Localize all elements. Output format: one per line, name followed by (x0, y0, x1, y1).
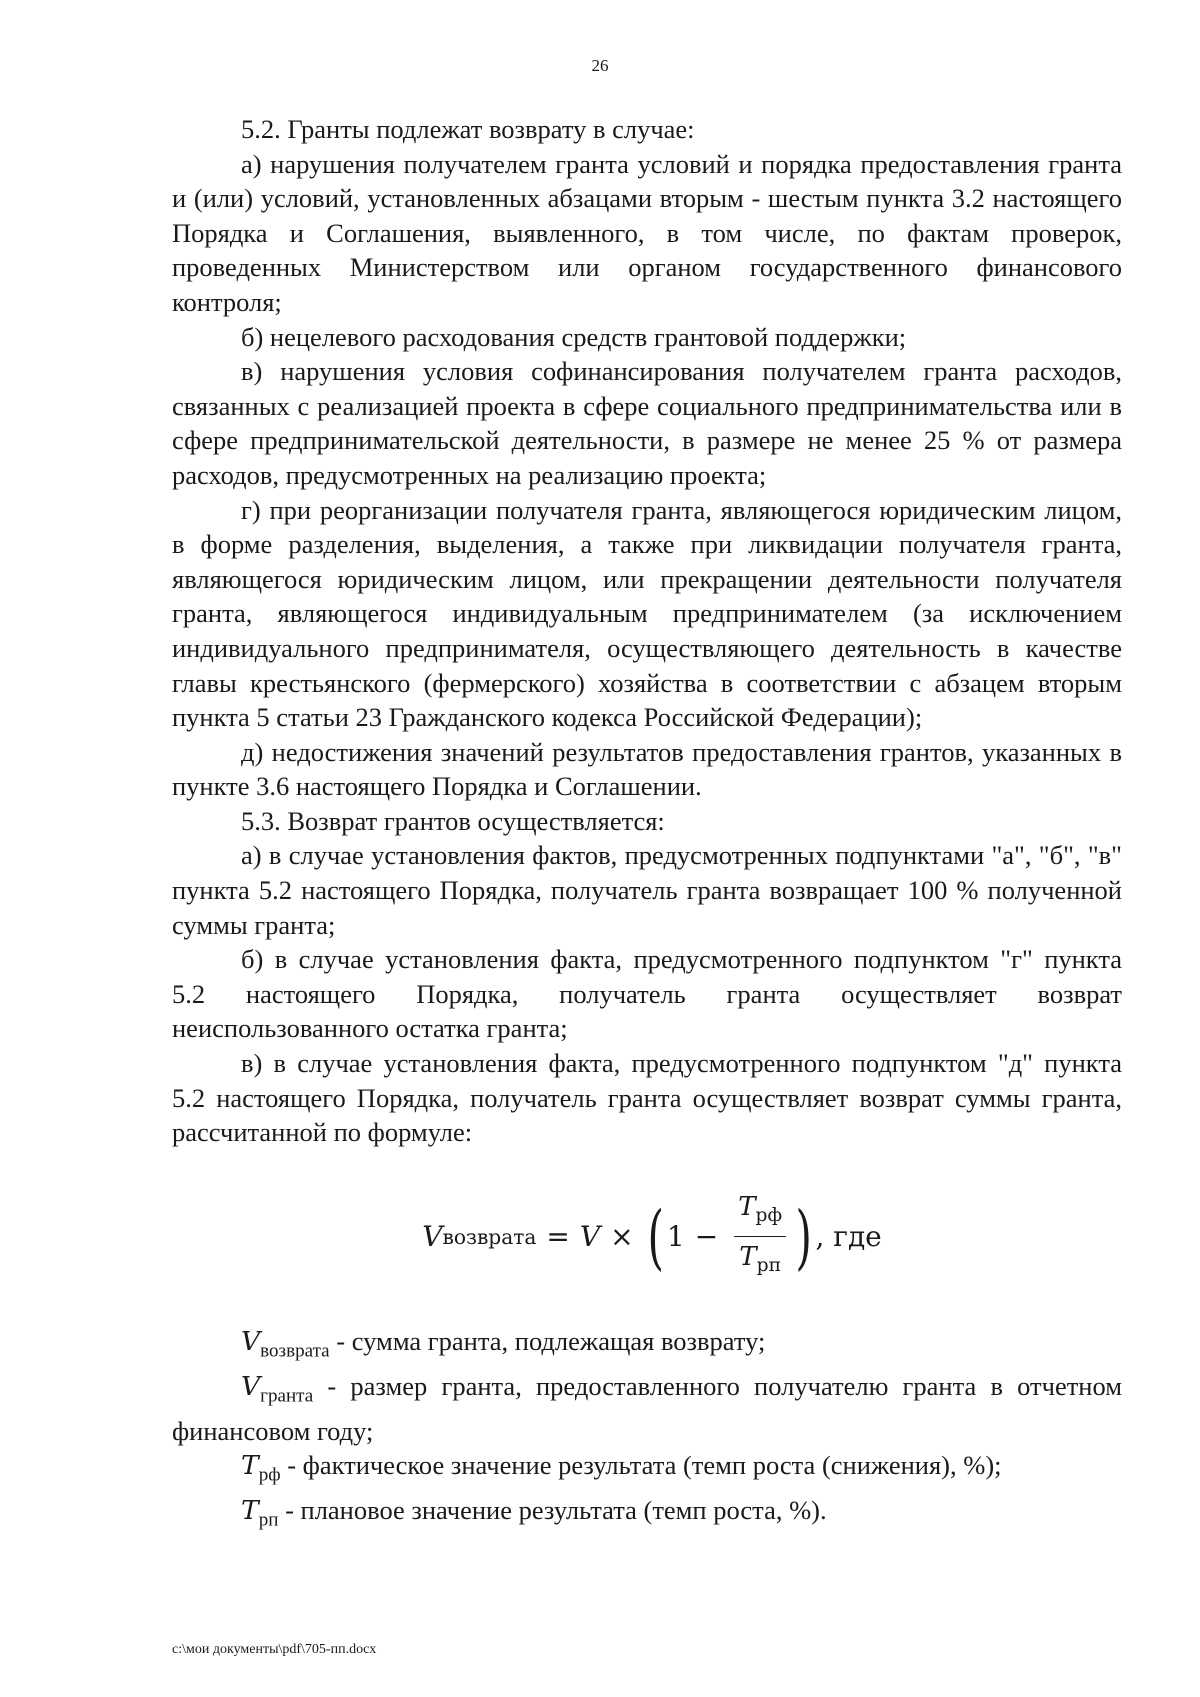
definition-v-granta (172, 1369, 1122, 1448)
paragraph-5-2-d: д) недостижения значений результатов предоставления грантов, указанных в пункте 3.6 настоящего Порядка и Соглашении. (172, 736, 1122, 802)
definition-var: V (241, 1325, 261, 1357)
formula-equals: = (546, 1219, 570, 1253)
formula-lhs-var: V (422, 1219, 443, 1253)
definition-text: - размер гранта, предоставленного получателю гранта в отчетном финансовом году; (172, 1370, 1122, 1446)
formula-denominator (735, 1237, 785, 1284)
paragraph-5-3-v: в) в случае установления факта, предусмотренного подпунктом "д" пункта 5.2 настоящего Порядка, получатель гранта осуществляет возврат суммы гранта, рассчитанной по формуле: (172, 1048, 1122, 1148)
formula-definitions (172, 1324, 1122, 1538)
file-path-footer: c:\мои документы\pdf\705-пп.docx (172, 1642, 377, 1657)
definition-text: - сумма гранта, подлежащая возврату; (329, 1325, 766, 1356)
formula-close-paren: ) (795, 1195, 813, 1278)
formula-v: V (579, 1219, 601, 1253)
document-body (172, 112, 1122, 1538)
definition-var: T (241, 1450, 259, 1482)
formula-minus: − (694, 1219, 719, 1253)
definition-sub: гранта (260, 1385, 314, 1406)
definition-sub: рп (258, 1509, 279, 1531)
paragraph-5-2: 5.2. Гранты подлежат возврату в случае: (241, 114, 695, 144)
formula-times: × (610, 1219, 634, 1253)
paragraph-5-3-a: а) в случае установления фактов, предусмотренных подпунктами "а", "б", "в" пункта 5.2 настоящего Порядка, получатель гранта возвращает 100 % полученной суммы гранта; (172, 840, 1122, 940)
definition-text: - плановое значение результата (темп роста, %). (278, 1495, 827, 1526)
paragraph-5-2-g: г) при реорганизации получателя гранта, являющегося юридическим лицом, в форме разделения, выделения, а также при ликвидации получателя гранта, являющегося юридическим лицом, или прекращении деятельности получателя гранта, являющегося индивидуальным предпринимателем (за исключением индивидуального предпринимателя, осуществляющего деятельность в качестве главы крестьянского (фермерского) хозяйства в соответствии с абзацем вторым пункта 5 статьи 23 Гражданского кодекса Российской Федерации); (172, 494, 1122, 733)
page-number: 26 (591, 56, 609, 75)
formula-open-paren: ( (647, 1195, 664, 1278)
definition-sub: рф (258, 1464, 281, 1486)
paragraph-5-2-v: в) нарушения условия софинансирования получателем гранта расходов, связанных с реализацией проекта в сфере социального предпринимательства или в сфере предпринимательской деятельности, в размере не менее 25 % от размера расходов, предусмотренных на реализацию проекта; (172, 356, 1122, 490)
paragraph-5-3: 5.3. Возврат грантов осуществляется: (241, 805, 665, 836)
numerator-sub: рф (755, 1204, 783, 1226)
formula-lhs-sub: возврата (442, 1224, 537, 1249)
return-formula (172, 1178, 1122, 1296)
definition-sub: возврата (260, 1340, 330, 1362)
denominator-var: T (739, 1242, 757, 1273)
paragraph-5-3-b: б) в случае установления факта, предусмотренного подпунктом "г" пункта 5.2 настоящего Порядка, получатель гранта осуществляет возврат неиспользованного остатка гранта; (172, 944, 1122, 1044)
formula-numerator (734, 1190, 786, 1238)
definition-var: V (241, 1370, 261, 1402)
formula-fraction (734, 1190, 786, 1285)
formula-suffix: , где (815, 1219, 882, 1253)
definition-v-vozvrata (172, 1324, 1122, 1369)
denominator-sub: рп (756, 1255, 782, 1277)
formula-expression (422, 1190, 882, 1285)
definition-t-rp (172, 1493, 1122, 1538)
definition-t-rf (172, 1448, 1122, 1493)
formula-one: 1 (666, 1219, 685, 1253)
definition-var: T (241, 1495, 259, 1527)
definition-text: - фактическое значение результата (темп роста (снижения), %); (280, 1450, 1002, 1481)
paragraph-5-2-b: б) нецелевого расходования средств грантовой поддержки; (241, 321, 907, 352)
numerator-var: T (738, 1191, 756, 1222)
paragraph-5-2-a: а) нарушения получателем гранта условий и порядка предоставления гранта и (или) условий, установленных абзацами вторым - шестым пункта 3.2 настоящего Порядка и Соглашения, выявленного, в том числе, по фактам проверок, проведенных Министерством или органом государственного финансового контроля; (172, 148, 1122, 317)
